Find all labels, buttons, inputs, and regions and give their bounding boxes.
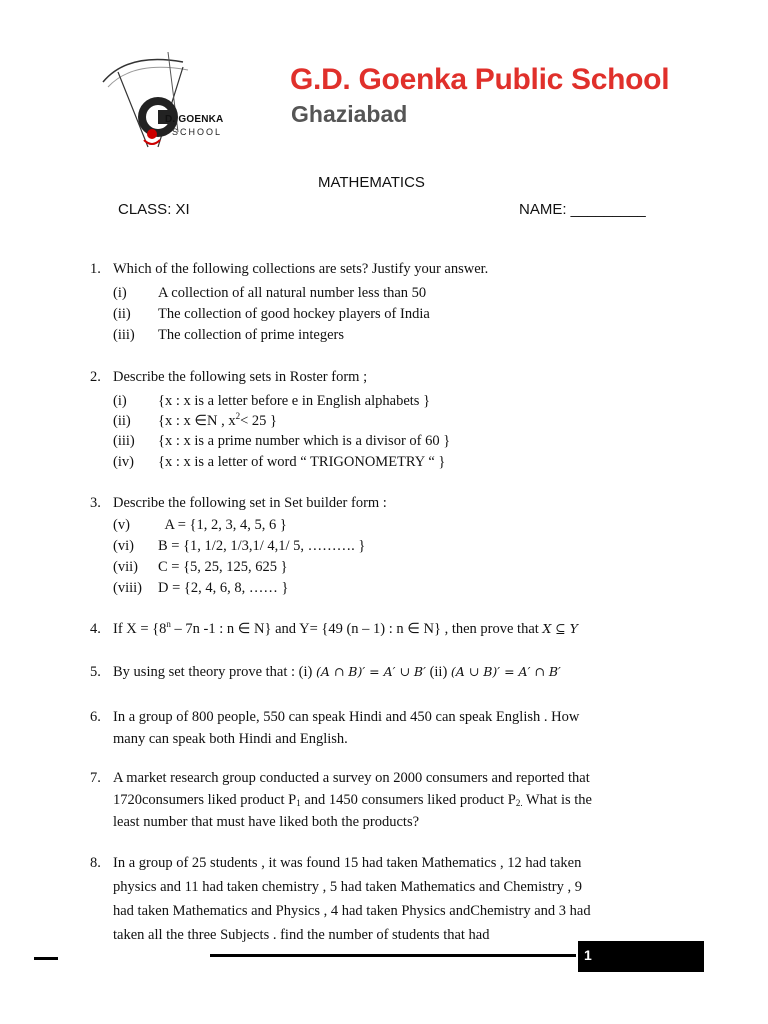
question-number: 7. bbox=[90, 770, 101, 786]
school-city: Ghaziabad bbox=[291, 101, 408, 127]
name-field: NAME: _________ bbox=[519, 201, 646, 218]
question-number: 3. bbox=[90, 495, 101, 511]
question-number: 1. bbox=[90, 261, 101, 277]
subject-title: MATHEMATICS bbox=[318, 174, 425, 191]
question-number: 6. bbox=[90, 709, 101, 725]
question-text: In a group of 25 students , it was found 15 had taken Mathematics , 12 had taken physics and 11 had taken chemistry , 5 had taken Mathematics and Chemistry , 9 had taken Mathematics and Physics , 4 had taken Physics andChemistry and 3 had taken all the three Subjects . find the number of students that had bbox=[113, 855, 591, 943]
question-text: By using set theory prove that : (i) (A ∩ B)′ = A′ ∪ B′ (ii) (A ∪ B)′ = A′ ∩ B′ bbox=[113, 664, 561, 680]
de-morgan-law-1: (A ∩ B)′ = A′ ∪ B′ bbox=[315, 664, 426, 679]
question-text: If $X = \{8^n - 7n$ -1 : n ∈ N} and Y= {49 (n – 1) : n ∈ N} , then prove that X ⊆ Y bbox=[113, 619, 579, 637]
question-number: 8. bbox=[90, 855, 101, 871]
page-number: 1 bbox=[584, 947, 592, 963]
question-text: Which of the following collections are sets? Justify your answer. bbox=[113, 261, 489, 277]
question-number: 5. bbox=[90, 664, 101, 680]
subset-expression: X ⊆ Y bbox=[542, 621, 579, 636]
footer-dash bbox=[34, 957, 58, 960]
school-name: G.D. Goenka Public School bbox=[290, 63, 670, 96]
logo-text-goenka: D. GOENKA bbox=[165, 114, 224, 125]
page-number-box bbox=[578, 941, 704, 972]
question-text: Describe the following set in Set builder form : bbox=[113, 495, 387, 511]
logo-text-school: SCHOOL bbox=[172, 127, 223, 137]
school-logo bbox=[88, 52, 248, 152]
question-number: 4. bbox=[90, 621, 101, 637]
class-label: CLASS: XI bbox=[118, 201, 190, 218]
question-text: Describe the following sets in Roster form ; bbox=[113, 369, 368, 385]
de-morgan-law-2: (A ∪ B)′ = A′ ∩ B′ bbox=[450, 664, 561, 679]
question-number: 2. bbox=[90, 369, 101, 385]
question-text: In a group of 800 people, 550 can speak Hindi and 450 can speak English . How many can speak both Hindi and English. bbox=[113, 709, 580, 747]
question-text: A market research group conducted a survey on 2000 consumers and reported that 1720consumers liked product $P_1$ and 1450 consumers liked product $P_{2.}$ What is the least number that must have liked both the products? bbox=[113, 770, 592, 830]
footer-rule bbox=[210, 954, 576, 957]
